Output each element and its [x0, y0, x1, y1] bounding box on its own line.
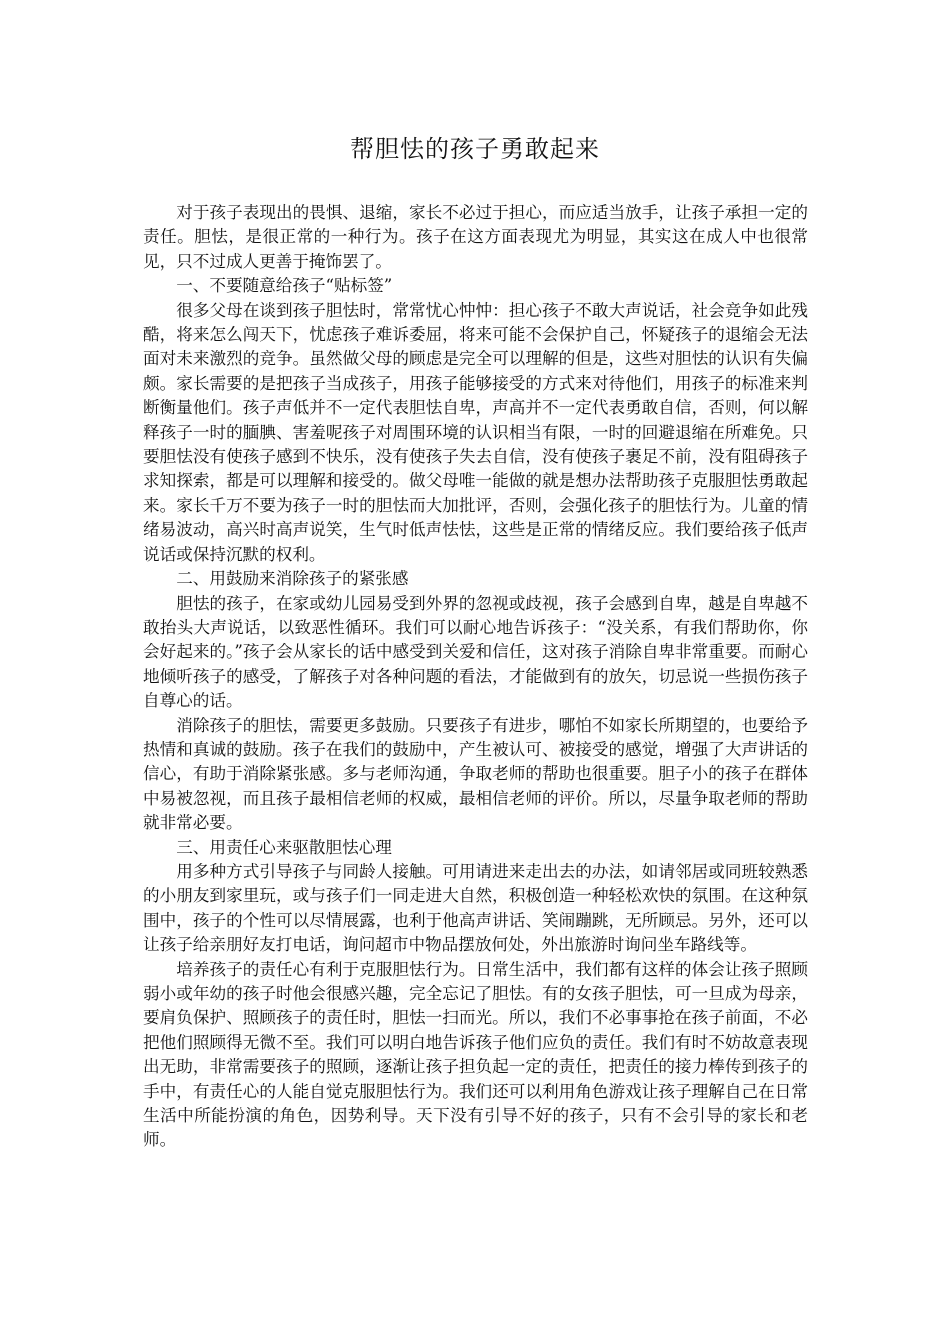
section-1-paragraph: 很多父母在谈到孩子胆怯时，常常忧心忡忡：担心孩子不敢大声说话，社会竞争如此残酷，将来怎么闯天下，忧虑孩子难诉委屈，将来可能不会保护自己，怀疑孩子的退缩会无法面对未来激烈的竞争。虽然做父母的顾虑是完全可以理解的但是，这些对胆怯的认识有失偏颇。家长需要的是把孩子当成孩子，用孩子能够接受的方式来对待他们，用孩子的标准来判断衡量他们。孩子声低并不一定代表胆怯自卑，声高并不一定代表勇敢自信，否则，何以解释孩子一时的腼腆、害羞呢孩子对周围环境的认识相当有限，一时的回避退缩在所难免。只要胆怯没有使孩子感到不快乐，没有使孩子失去自信，没有使孩子裹足不前，没有阻碍孩子求知探索，都是可以理解和接受的。做父母唯一能做的就是想办法帮助孩子克服胆怯勇敢起来。家长千万不要为孩子一时的胆怯而大加批评，否则，会强化孩子的胆怯行为。儿童的情绪易波动，高兴时高声说笑，生气时低声怯怯，这些是正常的情绪反应。我们要给孩子低声说话或保持沉默的权利。 — [143, 300, 808, 564]
section-2-paragraph-2: 消除孩子的胆怯，需要更多鼓励。只要孩子有进步，哪怕不如家长所期望的，也要给予热情和真诚的鼓励。孩子在我们的鼓励中，产生被认可、被接受的感觉，增强了大声讲话的信心，有助于消除紧张感。多与老师沟通，争取老师的帮助也很重要。胆子小的孩子在群体中易被忽视，而且孩子最相信老师的权威，最相信老师的评价。所以，尽量争取老师的帮助就非常必要。 — [143, 715, 808, 833]
section-heading-2: 二、用鼓励来消除孩子的紧张感 — [176, 569, 409, 589]
section-heading-3: 三、用责任心来驱散胆怯心理 — [176, 837, 392, 857]
section-3-paragraph-2: 培养孩子的责任心有利于克服胆怯行为。日常生活中，我们都有这样的体会让孩子照顾弱小或年幼的孩子时他会很感兴趣，完全忘记了胆怯。有的女孩子胆怯，可一旦成为母亲，要肩负保护、照顾孩子的责任时，胆怯一扫而光。所以，我们不必事事抢在孩子前面，不必把他们照顾得无微不至。我们可以明白地告诉孩子他们应负的责任。我们有时不妨故意表现出无助，非常需要孩子的照顾，逐渐让孩子担负起一定的责任，把责任的接力棒传到孩子的手中，有责任心的人能自觉克服胆怯行为。我们还可以利用角色游戏让孩子理解自己在日常生活中所能扮演的角色，因势利导。天下没有引导不好的孩子，只有不会引导的家长和老师。 — [143, 959, 808, 1150]
document-title: 帮胆怯的孩子勇敢起来 — [350, 135, 600, 163]
section-3-paragraph-1: 用多种方式引导孩子与同龄人接触。可用请进来走出去的办法，如请邻居或同班较熟悉的小朋友到家里玩，或与孩子们一同走进大自然，积极创造一种轻松欢快的氛围。在这种氛围中，孩子的个性可以尽情展露，也利于他高声讲话、笑闹蹦跳，无所顾忌。另外，还可以让孩子给亲朋好友打电话，询问超市中物品摆放何处，外出旅游时询问坐车路线等。 — [143, 861, 808, 955]
document-body — [143, 201, 808, 1153]
intro-paragraph: 对于孩子表现出的畏惧、退缩，家长不必过于担心，而应适当放手，让孩子承担一定的责任。胆怯，是很正常的一种行为。孩子在这方面表现尤为明显，其实这在成人中也很常见，只不过成人更善于掩饰罢了。 — [143, 203, 808, 271]
section-heading-1: 一、不要随意给孩子“贴标签” — [176, 276, 393, 296]
section-2-paragraph-1: 胆怯的孩子，在家或幼儿园易受到外界的忽视或歧视，孩子会感到自卑，越是自卑越不敢抬头大声说话，以致恶性循环。我们可以耐心地告诉孩子：“没关系，有我们帮助你，你会好起来的。”孩子会从家长的话中感受到关爱和信任，这对孩子消除自卑非常重要。而耐心地倾听孩子的感受，了解孩子对各种问题的看法，才能做到有的放矢，切忌说一些损伤孩子自尊心的话。 — [143, 593, 808, 711]
